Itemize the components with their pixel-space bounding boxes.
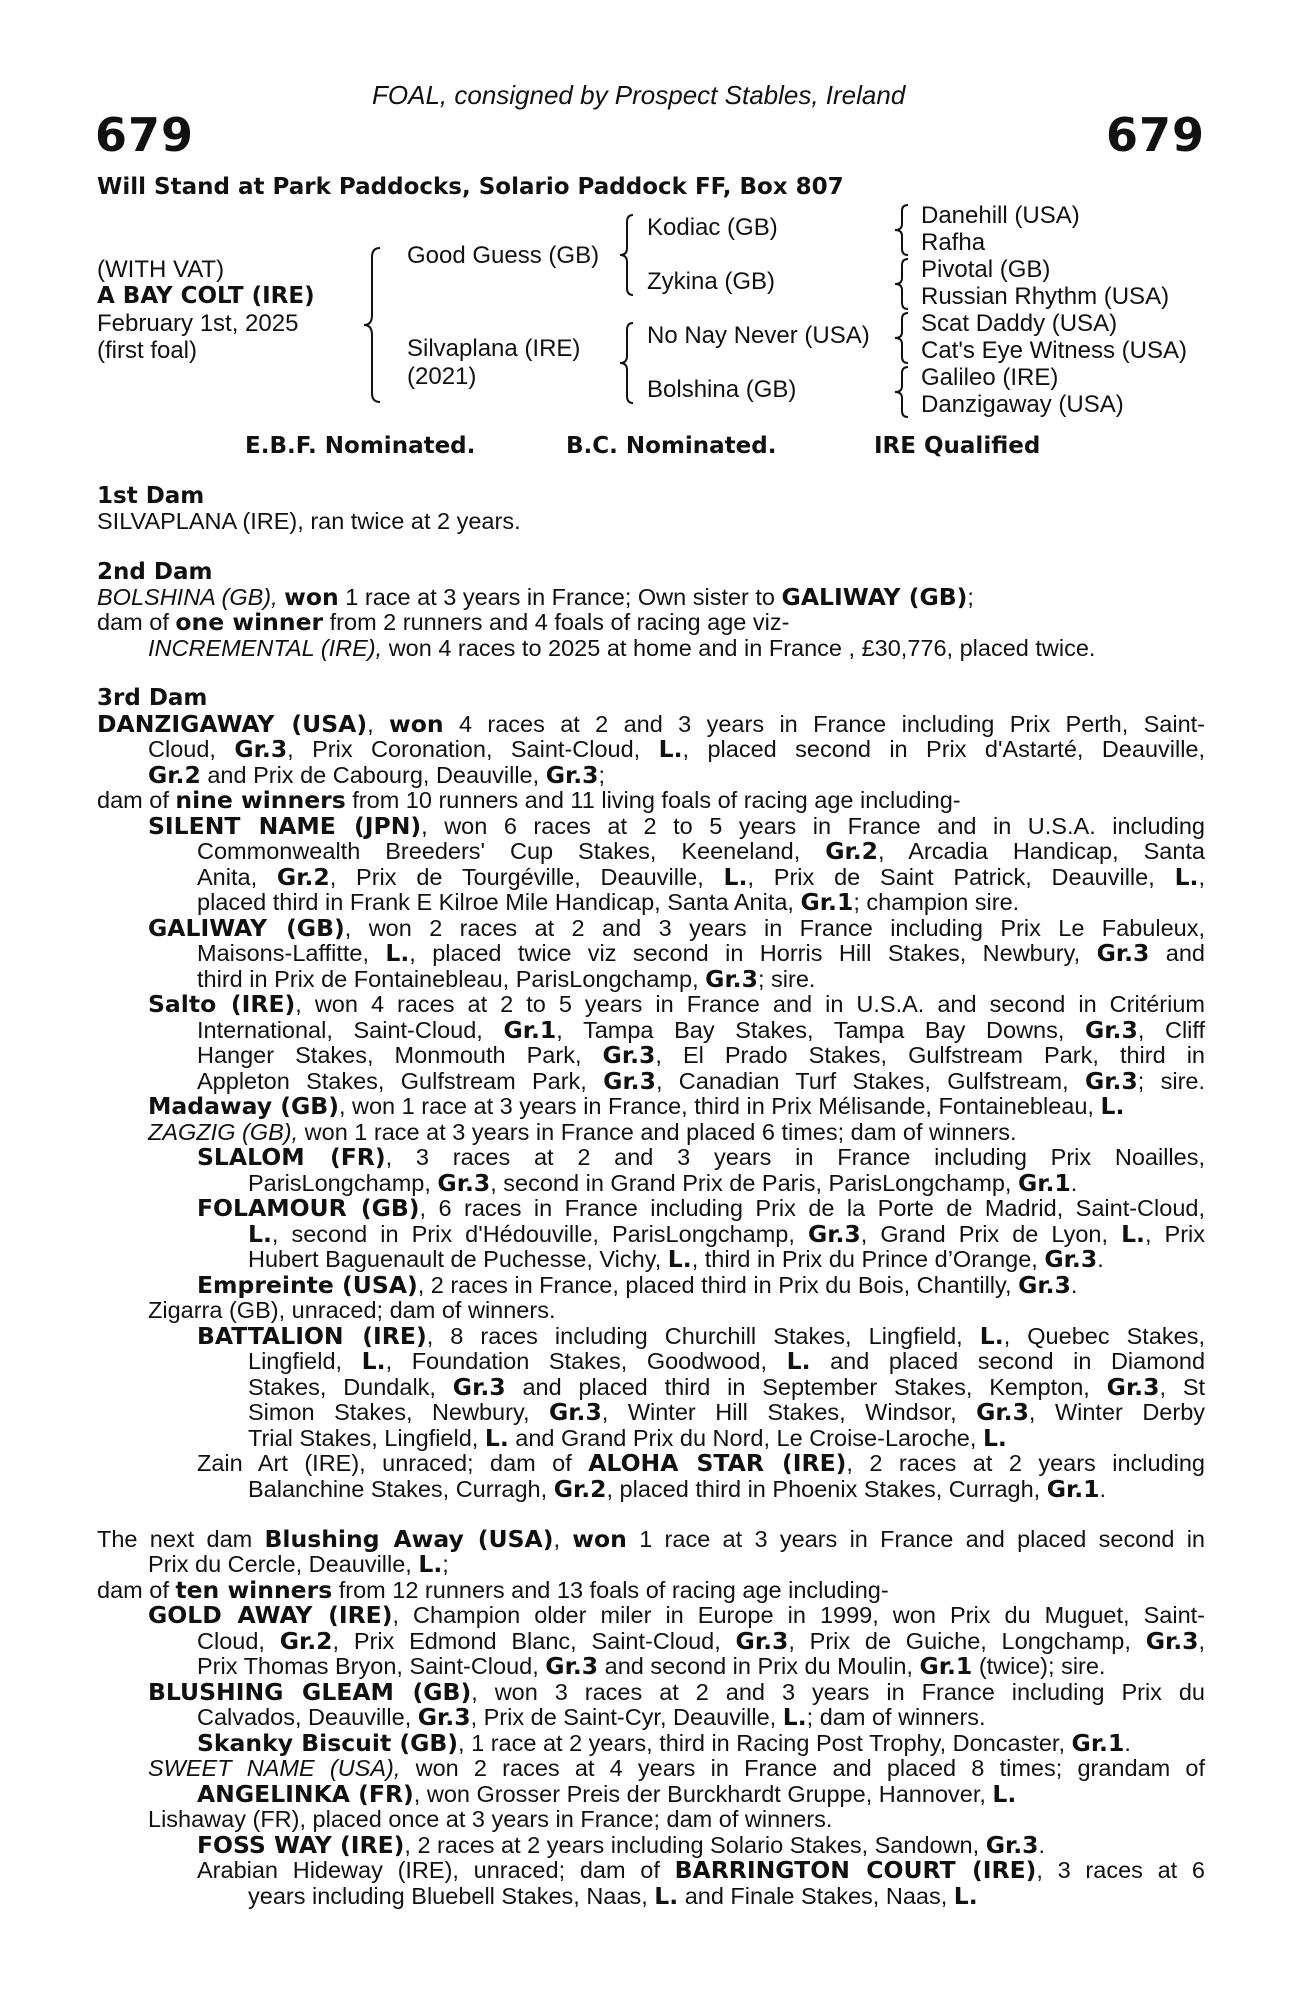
- text: , Canadian Turf Stakes, Gulfstream,: [655, 1068, 1069, 1094]
- line: [148, 1603, 1205, 1629]
- grade: Gr.3: [705, 965, 758, 993]
- progeny-name: INCREMENTAL (IRE),: [148, 635, 383, 661]
- won-label: won: [388, 710, 444, 738]
- line: [197, 1654, 1105, 1680]
- line: [197, 1043, 1205, 1069]
- text: ; dam of winners.: [806, 1704, 986, 1730]
- line: [197, 1145, 1205, 1171]
- grade: Gr.3: [1044, 1245, 1098, 1273]
- text: Prix du Cercle, Deauville,: [148, 1551, 412, 1577]
- listed: L.: [658, 735, 683, 763]
- dam-name: DANZIGAWAY (USA): [97, 710, 368, 738]
- lot-title: A BAY COLT (IRE): [97, 283, 315, 309]
- first-dam-heading: 1st Dam: [97, 483, 205, 509]
- line: [97, 1578, 889, 1604]
- text: , Arcadia Handicap, Santa: [878, 838, 1205, 864]
- text: , second in Prix d'Hédouville, ParisLongchamp,: [271, 1221, 795, 1247]
- horse-name: SILENT NAME (JPN): [148, 812, 422, 840]
- listed: L.: [723, 863, 748, 891]
- second-dam-line-3: [148, 636, 1095, 662]
- grade: Gr.3: [735, 1627, 789, 1655]
- text: , Prix de Saint-Cyr, Deauville,: [470, 1704, 777, 1730]
- stand-location: Will Stand at Park Paddocks, Solario Paddock FF, Box 807: [97, 174, 844, 200]
- grade: Gr.3: [985, 1831, 1039, 1859]
- second-dam-line-2: [97, 610, 789, 636]
- grade: Gr.1: [1046, 1475, 1100, 1503]
- horse-name: BARRINGTON COURT (IRE): [674, 1856, 1037, 1884]
- ggparent-1: Danehill (USA): [921, 202, 1080, 229]
- grandsire-2: No Nay Never (USA): [647, 322, 870, 349]
- text: , Prix Edmond Blanc, Saint-Cloud,: [332, 1628, 721, 1654]
- ggparent-7: Galileo (IRE): [921, 364, 1059, 391]
- text: Anita,: [197, 864, 258, 890]
- text: won 1 race at 3 years in France and placed 6 times; dam of winners.: [304, 1119, 1017, 1145]
- horse-name: FOLAMOUR (GB): [197, 1194, 420, 1222]
- horse-name: FOSS WAY (IRE): [197, 1831, 405, 1859]
- text: won 4 races to 2025 at home and in France , £30,776, placed twice.: [388, 635, 1096, 661]
- line: [248, 1884, 978, 1910]
- text: .: [1070, 1170, 1078, 1196]
- listed: L.: [992, 1780, 1017, 1808]
- text: Cloud,: [148, 736, 216, 762]
- dam-name: Blushing Away (USA): [264, 1525, 554, 1553]
- listed: L.: [385, 939, 410, 967]
- horse-name: Empreinte (USA): [197, 1271, 418, 1299]
- text: , 3 races at 2 and 3 years in France including Prix Noailles,: [385, 1144, 1206, 1170]
- grade: Gr.1: [919, 1652, 973, 1680]
- listed: L.: [953, 1882, 978, 1910]
- text: , Winter Hill Stakes, Windsor,: [601, 1399, 957, 1425]
- text: , Tampa Bay Stakes, Tampa Bay Downs,: [556, 1017, 1065, 1043]
- horse-name: GOLD AWAY (IRE): [148, 1601, 393, 1629]
- horse-name: SLALOM (FR): [197, 1143, 386, 1171]
- text: ; sire.: [757, 966, 816, 992]
- text: , won 4 races at 2 to 5 years in France and in U.S.A. and second in Critérium: [295, 991, 1205, 1017]
- grade: Gr.3: [234, 735, 288, 763]
- grandam-2: Bolshina (GB): [647, 376, 797, 403]
- progeny-zigarra: Zigarra (GB), unraced; dam of winners.: [148, 1297, 556, 1323]
- horse-name: Salto (IRE): [148, 990, 296, 1018]
- horse-name: GALIWAY (GB): [148, 914, 345, 942]
- line: [248, 1222, 1205, 1248]
- text: , won 1 race at 3 years in France, third in Prix Mélisande, Fontainebleau,: [338, 1093, 1094, 1119]
- text: won 2 races at 4 years in France and placed 8 times; grandam of: [415, 1755, 1206, 1781]
- text: , won Grosser Preis der Burckhardt Gruppe, Hannover,: [413, 1781, 986, 1807]
- pedigree-brace-gg3: [892, 311, 916, 365]
- line: [148, 992, 1205, 1018]
- text: , 1 race at 2 years, third in Racing Post Trophy, Doncaster,: [458, 1730, 1065, 1756]
- grade: Gr.3: [545, 1652, 599, 1680]
- grade: Gr.1: [1071, 1729, 1125, 1757]
- grade: Gr.3: [417, 1703, 471, 1731]
- grade: Gr.3: [1106, 1373, 1160, 1401]
- line: [248, 1171, 1077, 1197]
- line: [248, 1247, 1104, 1273]
- grade: Gr.3: [603, 1067, 656, 1095]
- grade: Gr.2: [553, 1475, 607, 1503]
- grade: Gr.3: [437, 1169, 491, 1197]
- listed: L.: [418, 1550, 443, 1578]
- horse-name: ALOHA STAR (IRE): [588, 1449, 847, 1477]
- grade: Gr.1: [1017, 1169, 1071, 1197]
- text: (twice); sire.: [978, 1653, 1106, 1679]
- text: , third in Prix du Prince d’Orange,: [691, 1246, 1038, 1272]
- text: .: [1070, 1272, 1078, 1298]
- line: [248, 1375, 1205, 1401]
- text: ;: [598, 762, 606, 788]
- text: , placed second in Prix d'Astarté, Deauville,: [682, 736, 1206, 762]
- text: , Prix Coronation, Saint-Cloud,: [287, 736, 641, 762]
- line: [248, 1477, 1106, 1503]
- sire-name: Good Guess (GB): [407, 242, 600, 269]
- ebf-nominated: E.B.F. Nominated.: [245, 433, 476, 459]
- line: [197, 839, 1205, 865]
- line: [197, 1451, 1205, 1477]
- text: ; champion sire.: [853, 889, 1020, 915]
- grade: Gr.3: [452, 1373, 506, 1401]
- line: [97, 712, 1205, 738]
- listed: L.: [667, 1245, 692, 1273]
- second-dam-line-1: [97, 585, 974, 611]
- winners-count: nine winners: [175, 786, 346, 814]
- text: .: [1099, 1476, 1107, 1502]
- text: , 2 races at 2 years including: [846, 1450, 1206, 1476]
- text: , St: [1159, 1374, 1206, 1400]
- pedigree-brace-gg4: [892, 365, 916, 419]
- dam-name: Silvaplana (IRE): [407, 335, 581, 362]
- text: , won 2 races at 2 and 3 years in France including Prix Le Fabuleux,: [344, 915, 1205, 941]
- horse-name: SWEET NAME (USA),: [148, 1755, 401, 1781]
- consignment-line: FOAL, consigned by Prospect Stables, Ireland: [372, 80, 906, 110]
- text: International, Saint-Cloud,: [197, 1017, 483, 1043]
- text: from 2 runners and 4 foals of racing age viz-: [329, 609, 790, 635]
- text: and second in Prix du Moulin,: [604, 1653, 913, 1679]
- text: , won 6 races at 2 to 5 years in France and in U.S.A. including: [421, 813, 1205, 839]
- grade: Gr.3: [602, 1041, 656, 1069]
- text: Cloud,: [197, 1628, 265, 1654]
- text: , Prix de Guiche, Longchamp,: [788, 1628, 1131, 1654]
- line: [148, 1756, 1205, 1782]
- text: ,: [1198, 864, 1205, 890]
- ggparent-2: Rafha: [921, 229, 986, 256]
- text: , Grand Prix de Lyon,: [860, 1221, 1109, 1247]
- line: [197, 865, 1205, 891]
- grade: Gr.2: [825, 837, 879, 865]
- text: , Cliff: [1137, 1017, 1206, 1043]
- text: Commonwealth Breeders' Cup Stakes, Keeneland,: [197, 838, 801, 864]
- line: [248, 1349, 1205, 1375]
- pedigree-brace-gg1: [892, 203, 916, 257]
- grade: Gr.3: [976, 1398, 1029, 1426]
- text: from 12 runners and 13 foals of racing age including-: [338, 1577, 889, 1603]
- grade: Gr.2: [279, 1627, 333, 1655]
- line: [197, 1858, 1205, 1884]
- text: 1 race at 3 years in France; Own sister to: [345, 584, 775, 610]
- dam-year: (2021): [407, 363, 477, 390]
- text: and placed second in Diamond: [830, 1348, 1206, 1374]
- winners-count: ten winners: [175, 1576, 333, 1604]
- grade: Gr.1: [503, 1016, 557, 1044]
- text: Simon Stakes, Newbury,: [248, 1399, 530, 1425]
- grade: Gr.2: [148, 761, 201, 789]
- line: [148, 814, 1205, 840]
- text: dam of: [97, 1577, 169, 1603]
- winners-count: one winner: [175, 608, 324, 636]
- text: 4 races at 2 and 3 years in France including Prix Perth, Saint-: [458, 711, 1206, 737]
- pedigree-brace-dam: [617, 320, 641, 406]
- text: Stakes, Dundalk,: [248, 1374, 436, 1400]
- text: from 10 runners and 11 living foals of racing age including-: [352, 787, 961, 813]
- progeny-foss-way: [197, 1833, 1045, 1859]
- pedigree-brace-gg2: [892, 257, 916, 311]
- text: third in Prix de Fontainebleau, ParisLongchamp,: [197, 966, 699, 992]
- text: Zain Art (IRE), unraced; dam of: [197, 1450, 572, 1476]
- text: ,: [1198, 1628, 1206, 1654]
- text: and Grand Prix du Nord, Le Croise-Laroche,: [515, 1425, 977, 1451]
- text: , placed twice viz second in Horris Hill Stakes, Newbury,: [409, 940, 1081, 966]
- text: , 2 races in France, placed third in Prix du Bois, Chantilly,: [417, 1272, 1012, 1298]
- text: Hubert Baguenault de Puchesse, Vichy,: [248, 1246, 662, 1272]
- line: [197, 1629, 1205, 1655]
- listed: L.: [361, 1347, 386, 1375]
- grade: Gr.2: [276, 863, 330, 891]
- text: ParisLongchamp,: [248, 1170, 431, 1196]
- text: ;: [967, 584, 974, 610]
- text: , Prix de Saint Patrick, Deauville,: [747, 864, 1155, 890]
- listed: L.: [654, 1882, 679, 1910]
- grade: Gr.3: [1018, 1271, 1071, 1299]
- ggparent-8: Danzigaway (USA): [921, 391, 1124, 418]
- grandsire-1: Kodiac (GB): [647, 214, 778, 241]
- text: Appleton Stakes, Gulfstream Park,: [197, 1068, 587, 1094]
- text: dam of: [97, 609, 169, 635]
- third-dam-heading: 3rd Dam: [97, 685, 208, 711]
- listed: L.: [248, 1220, 272, 1248]
- horse-name: BLUSHING GLEAM (GB): [148, 1678, 472, 1706]
- text: ,: [367, 711, 374, 737]
- line: [97, 788, 961, 814]
- progeny-zagzig: [148, 1120, 1017, 1146]
- line: [197, 1018, 1205, 1044]
- second-dam-heading: 2nd Dam: [97, 559, 213, 585]
- line: [248, 1426, 1007, 1452]
- progeny-empreinte: [197, 1273, 1077, 1299]
- bc-nominated: B.C. Nominated.: [566, 433, 777, 459]
- text: Hanger Stakes, Monmouth Park,: [197, 1042, 582, 1068]
- line: [148, 1552, 449, 1578]
- listed: L.: [979, 1322, 1004, 1350]
- ggparent-6: Cat's Eye Witness (USA): [921, 337, 1187, 364]
- text: , 2 races at 2 years including Solario Stakes, Sandown,: [404, 1832, 980, 1858]
- lot-number-right: 679: [1105, 108, 1205, 162]
- listed: L.: [1121, 1220, 1145, 1248]
- text: , Champion older miler in Europe in 1999, won Prix du Muguet, Saint-: [392, 1602, 1205, 1628]
- text: Prix Thomas Bryon, Saint-Cloud,: [197, 1653, 539, 1679]
- ggparent-4: Russian Rhythm (USA): [921, 283, 1170, 310]
- won-label: won: [572, 1525, 627, 1553]
- text: , Foundation Stakes, Goodwood,: [385, 1348, 768, 1374]
- progeny-madaway: [148, 1094, 1124, 1120]
- text: and Prix de Cabourg, Deauville,: [207, 762, 540, 788]
- grade: Gr.3: [548, 1398, 602, 1426]
- line: [197, 1782, 1016, 1808]
- grade: Gr.3: [1096, 939, 1150, 967]
- listed: L.: [982, 1424, 1007, 1452]
- text: .: [1124, 1730, 1131, 1756]
- text: and Finale Stakes, Naas,: [684, 1883, 948, 1909]
- grade: Gr.3: [807, 1220, 861, 1248]
- text: ,: [553, 1526, 560, 1552]
- text: The next dam: [97, 1526, 253, 1552]
- pedigree-brace-sire: [617, 212, 641, 298]
- horse-name: BATTALION (IRE): [197, 1322, 427, 1350]
- progeny-lishaway: Lishaway (FR), placed once at 3 years in France; dam of winners.: [148, 1806, 833, 1832]
- text: Balanchine Stakes, Curragh,: [248, 1476, 548, 1502]
- text: .: [1038, 1832, 1046, 1858]
- won-label: won: [284, 583, 339, 611]
- foaling-date: February 1st, 2025: [97, 310, 299, 337]
- horse-name: Skanky Biscuit (GB): [197, 1729, 459, 1757]
- text: 1 race at 3 years in France and placed second in: [639, 1526, 1205, 1552]
- grade: Gr.3: [1085, 1016, 1138, 1044]
- line: [197, 1069, 1205, 1095]
- text: ; sire.: [1137, 1068, 1205, 1094]
- grade: Gr.3: [1084, 1067, 1138, 1095]
- pedigree-brace-main: [360, 245, 390, 405]
- ggparent-5: Scat Daddy (USA): [921, 310, 1118, 337]
- ggparent-3: Pivotal (GB): [921, 256, 1051, 283]
- line: [197, 890, 1019, 916]
- progeny-skanky-biscuit: [197, 1731, 1131, 1757]
- text: and: [1165, 940, 1206, 966]
- vat-note: (WITH VAT): [97, 256, 225, 283]
- line: [197, 1196, 1205, 1222]
- text: , Quebec Stakes,: [1003, 1323, 1206, 1349]
- text: , El Prado Stakes, Gulfstream Park, third in: [655, 1042, 1205, 1068]
- line: [148, 1680, 1205, 1706]
- text: .: [1097, 1246, 1104, 1272]
- lot-number-left: 679: [95, 108, 195, 162]
- line: [197, 1705, 986, 1731]
- text: , 6 races in France including Prix de la Porte de Madrid, Saint-Cloud,: [419, 1195, 1205, 1221]
- text: , Prix: [1144, 1221, 1206, 1247]
- text: , Prix de Tourgéville, Deauville,: [329, 864, 704, 890]
- listed: L.: [782, 1703, 807, 1731]
- text: , placed third in Phoenix Stakes, Curragh,: [606, 1476, 1041, 1502]
- dam-name: BOLSHINA (GB),: [97, 584, 278, 610]
- sibling-name: GALIWAY (GB): [781, 583, 968, 611]
- line: [197, 941, 1205, 967]
- listed: L.: [1100, 1092, 1125, 1120]
- listed: L.: [1174, 863, 1199, 891]
- horse-name: ZAGZIG (GB),: [148, 1119, 299, 1145]
- text: dam of: [97, 787, 169, 813]
- foal-note: (first foal): [97, 337, 198, 364]
- text: placed third in Frank E Kilroe Mile Handicap, Santa Anita,: [197, 889, 794, 915]
- text: Maisons-Laffitte,: [197, 940, 369, 966]
- listed: L.: [484, 1424, 509, 1452]
- text: Lingfield,: [248, 1348, 343, 1374]
- text: , 3 races at 6: [1036, 1857, 1206, 1883]
- line: [197, 967, 815, 993]
- line: [148, 763, 605, 789]
- text: Arabian Hideway (IRE), unraced; dam of: [197, 1857, 660, 1883]
- horse-name: Madaway (GB): [148, 1092, 339, 1120]
- text: Calvados, Deauville,: [197, 1704, 412, 1730]
- grade: Gr.3: [545, 761, 599, 789]
- listed: L.: [786, 1347, 811, 1375]
- line: [248, 1400, 1205, 1426]
- text: , second in Grand Prix de Paris, ParisLongchamp,: [490, 1170, 1012, 1196]
- text: and placed third in September Stakes, Kempton,: [522, 1374, 1090, 1400]
- ire-qualified: IRE Qualified: [874, 433, 1041, 459]
- text: , Winter Derby: [1028, 1399, 1206, 1425]
- first-dam-text: SILVAPLANA (IRE), ran twice at 2 years.: [97, 508, 521, 534]
- text: ;: [442, 1551, 449, 1577]
- grade: Gr.1: [800, 888, 854, 916]
- line: [148, 737, 1205, 763]
- text: , 8 races including Churchill Stakes, Lingfield,: [426, 1323, 963, 1349]
- text: years including Bluebell Stakes, Naas,: [248, 1883, 648, 1909]
- text: , won 3 races at 2 and 3 years in France including Prix du: [471, 1679, 1206, 1705]
- grade: Gr.3: [1145, 1627, 1199, 1655]
- horse-name: ANGELINKA (FR): [197, 1780, 414, 1808]
- line: [148, 916, 1205, 942]
- line: [197, 1324, 1205, 1350]
- line: [97, 1527, 1205, 1553]
- grandam-1: Zykina (GB): [647, 268, 776, 295]
- text: Trial Stakes, Lingfield,: [248, 1425, 479, 1451]
